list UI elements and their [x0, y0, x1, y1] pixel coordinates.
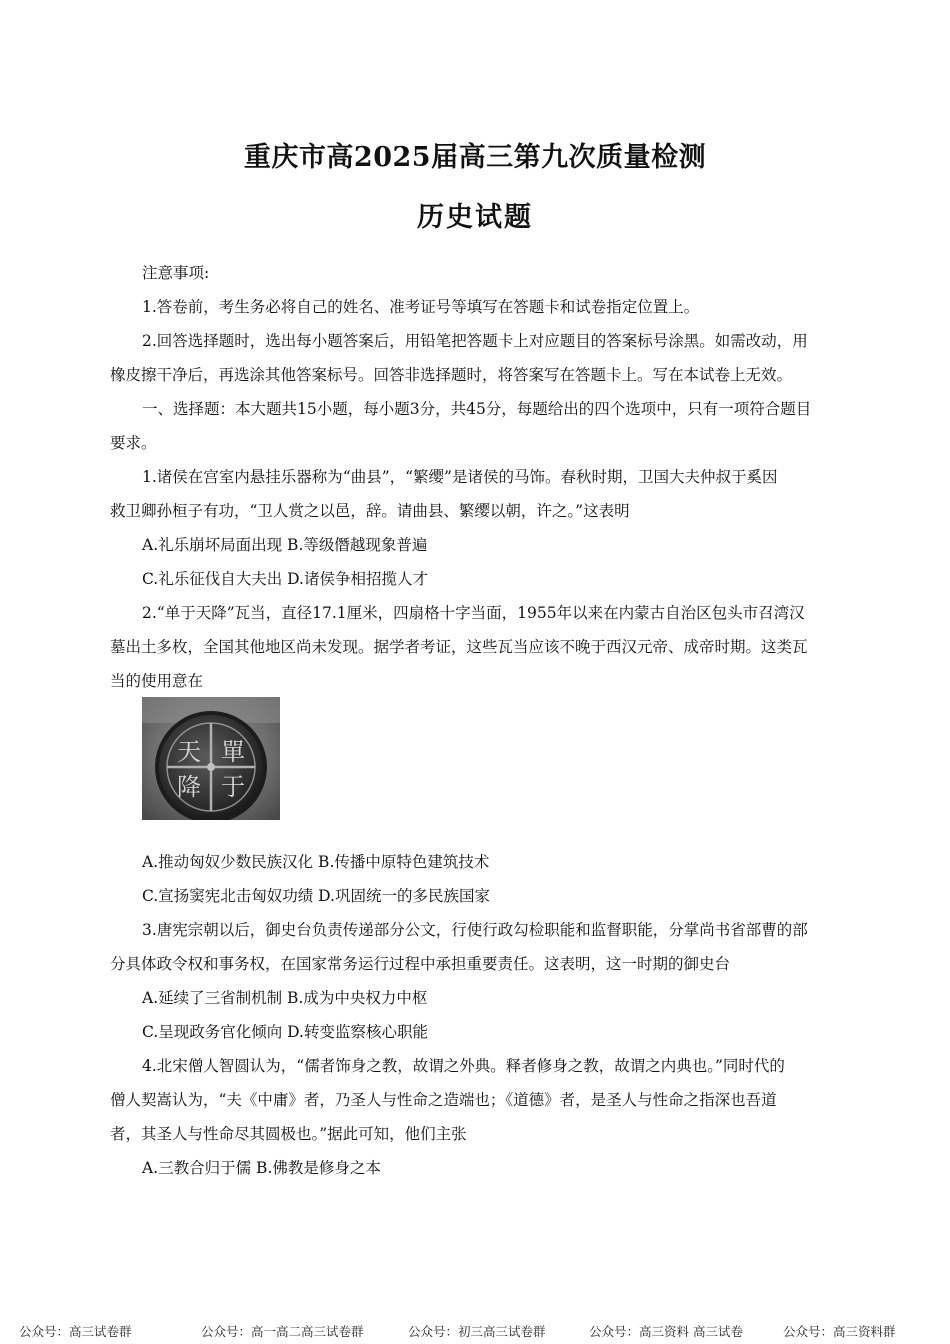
- footer-watermarks: [0, 1322, 950, 1342]
- question-1-stem-line-1: 1.诸侯在宫室内悬挂乐器称为“曲县”，“繁缨”是诸侯的马饰。春秋时期，卫国大夫仲叔于奚因: [142, 468, 778, 486]
- question-2-options-cd: C.宣扬窦宪北击匈奴功绩 D.巩固统一的多民族国家: [142, 887, 490, 905]
- section-header-line-2: 要求。: [110, 434, 157, 452]
- question-3-stem-line-1: 3.唐宪宗朝以后，御史台负责传递部分公文，行使行政勾检职能和监督职能，分掌尚书省部曹的部: [142, 921, 808, 939]
- notice-item-2-line-1: 2.回答选择题时，选出每小题答案后，用铅笔把答题卡上对应题目的答案标号涂黑。如需改动，用: [142, 332, 808, 350]
- question-4-stem-line-1: 4.北宋僧人智圆认为，“儒者饰身之教，故谓之外典。释者修身之教，故谓之内典也。”同时代的: [142, 1057, 785, 1075]
- footer-item-2: 公众号：高一高二高三试卷群: [201, 1324, 364, 1339]
- question-2-stem-line-1: 2.“单于天降”瓦当，直径17.1厘米，四扇格十字当面，1955年以来在内蒙古自治区包头市召湾汉: [142, 604, 805, 622]
- footer-item-1: 公众号：高三试卷群: [19, 1324, 132, 1339]
- question-1-options-ab: A.礼乐崩坏局面出现 B.等级僭越现象普遍: [142, 536, 428, 554]
- notice-item-1: 1.答卷前，考生务必将自己的姓名、准考证号等填写在答题卡和试卷指定位置上。: [142, 298, 700, 316]
- wadang-glyph-tr: 單: [221, 738, 245, 766]
- question-4-stem-line-3: 者，其圣人与性命尽其圆极也。”据此可知，他们主张: [110, 1125, 467, 1143]
- question-2-stem-line-3: 当的使用意在: [110, 672, 204, 690]
- footer-item-4: 公众号：高三资料 高三试卷: [589, 1324, 743, 1339]
- notice-item-2-line-2: 橡皮擦干净后，再选涂其他答案标号。回答非选择题时，将答案写在答题卡上。写在本试卷上无效。: [110, 366, 793, 384]
- question-3-options-cd: C.呈现政务官化倾向 D.转变监察核心职能: [142, 1023, 428, 1041]
- question-4-options-ab: A.三教合归于儒 B.佛教是修身之本: [142, 1159, 381, 1177]
- footer-item-3: 公众号：初三高三试卷群: [408, 1324, 546, 1339]
- question-1-options-cd: C.礼乐征伐自大夫出 D.诸侯争相招揽人才: [142, 570, 428, 588]
- question-4-stem-line-2: 僧人契嵩认为，“夫《中庸》者，乃圣人与性命之造端也；《道德》者，是圣人与性命之指深也吾道: [110, 1091, 777, 1109]
- exam-subtitle: 历史试题: [417, 202, 533, 233]
- exam-title: 重庆市高2025届高三第九次质量检测: [243, 142, 707, 173]
- footer-item-5: 公众号：高三资料群: [783, 1324, 896, 1339]
- question-3-options-ab: A.延续了三省制机制 B.成为中央权力中枢: [142, 989, 428, 1007]
- wadang-tile-image: [142, 697, 280, 820]
- section-header-line-1: 一、选择题：本大题共15小题，每小题3分，共45分，每题给出的四个选项中，只有一项符合题目: [142, 400, 812, 418]
- question-2-stem-line-2: 墓出土多枚，全国其他地区尚未发现。据学者考证，这些瓦当应该不晚于西汉元帝、成帝时期。这类瓦: [110, 638, 808, 656]
- notice-heading: 注意事项:: [142, 264, 210, 282]
- question-2-options-ab: A.推动匈奴少数民族汉化 B.传播中原特色建筑技术: [142, 853, 490, 871]
- wadang-glyph-tl: 天: [177, 738, 201, 766]
- wadang-glyph-bl: 降: [177, 773, 201, 801]
- question-1-stem-line-2: 救卫卿孙桓子有功，“卫人赏之以邑，辞。请曲县、繁缨以朝，许之。”这表明: [110, 502, 630, 520]
- wadang-glyph-br: 于: [221, 773, 245, 801]
- question-3-stem-line-2: 分具体政令权和事务权，在国家常务运行过程中承担重要责任。这表明，这一时期的御史台: [110, 955, 731, 973]
